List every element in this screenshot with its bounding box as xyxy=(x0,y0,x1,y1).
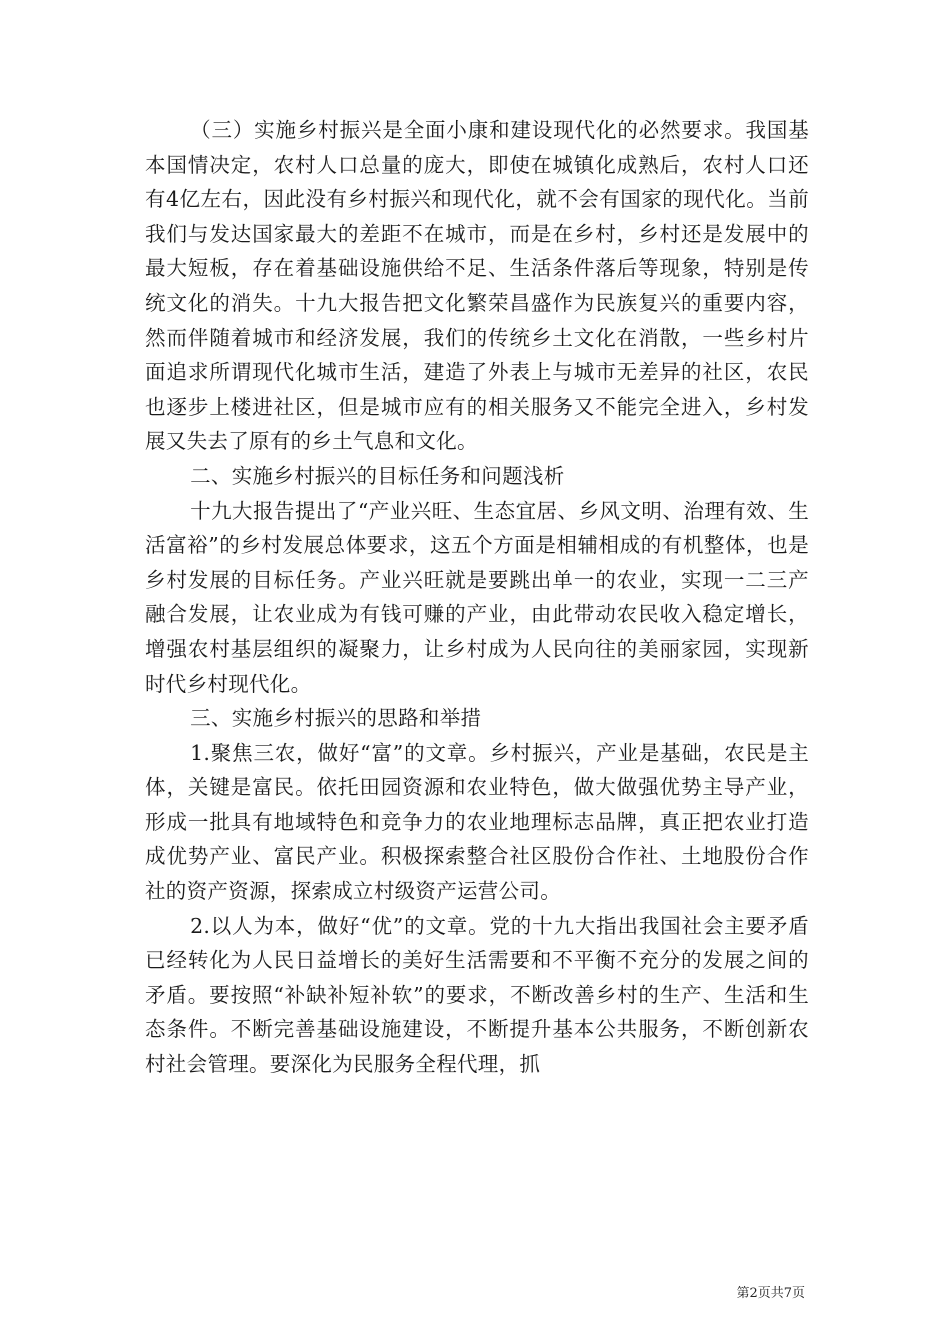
paragraph-measure-2: 2.以人为本，做好“优”的文章。党的十九大指出我国社会主要矛盾已经转化为人民日益增长的美好生活需要和不平衡不充分的发展之间的矛盾。要按照“补缺补短补软”的要求，不断改善乡村的生产、生活和生态条件。不断完善基础设施建设，不断提升基本公共服务，不断创新农村社会管理。要深化为民服务全程代理，抓 xyxy=(145,913,809,1077)
section-heading-measures: 三、实施乡村振兴的思路和举措 xyxy=(190,706,482,731)
paragraph-measure-1: 1.聚焦三农，做好“富”的文章。乡村振兴，产业是基础，农民是主体，关键是富民。依托田园资源和农业特色，做大做强优势主导产业，形成一批具有地域特色和竞争力的农业地理标志品牌，真正把农业打造成优势产业、富民产业。积极探索整合社区股份合作社、土地股份合作社的资产资源，探索成立村级资产运营公司。 xyxy=(145,740,809,904)
paragraph-rural-revitalization-necessity: （三）实施乡村振兴是全面小康和建设现代化的必然要求。我国基本国情决定，农村人口总量的庞大，即使在城镇化成熟后，农村人口还有4亿左右，因此没有乡村振兴和现代化，就不会有国家的现代化。当前我们与发达国家最大的差距不在城市，而是在乡村，乡村还是发展中的最大短板，存在着基础设施供给不足、生活条件落后等现象，特别是传统文化的消失。十九大报告把文化繁荣昌盛作为民族复兴的重要内容，然而伴随着城市和经济发展，我们的传统乡土文化在消散，一些乡村片面追求所谓现代化城市生活，建造了外表上与城市无差异的社区，农民也逐步上楼进社区，但是城市应有的相关服务又不能完全进入，乡村发展又失去了原有的乡土气息和文化。 xyxy=(145,118,809,454)
section-heading-goals: 二、实施乡村振兴的目标任务和问题浅析 xyxy=(190,463,565,488)
page-number-footer: 第2页共7页 xyxy=(736,1286,805,1301)
paragraph-goals: 十九大报告提出了“产业兴旺、生态宜居、乡风文明、治理有效、生活富裕”的乡村发展总体要求，这五个方面是相辅相成的有机整体，也是乡村发展的目标任务。产业兴旺就是要跳出单一的农业，实现一二三产融合发展，让农业成为有钱可赚的产业，由此带动农民收入稳定增长，增强农村基层组织的凝聚力，让乡村成为人民向往的美丽家园，实现新时代乡村现代化。 xyxy=(145,498,809,696)
document-body xyxy=(145,113,809,1082)
